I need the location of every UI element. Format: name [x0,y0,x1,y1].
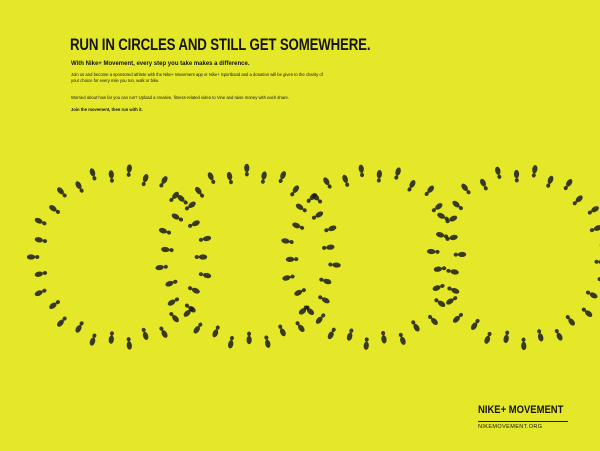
footprint-icon [346,328,355,342]
footprint-icon [158,325,169,339]
body-copy-2: Worried about how far you can run? Upload a creative, fitness-related video to Vine and raise money with each share. [71,95,289,100]
brand-divider [478,421,568,422]
footprint-icon [446,268,459,275]
footprint-icon [295,202,308,213]
footprint-icon [34,270,47,278]
footprint-icon [324,224,338,233]
footprint-icon [433,265,446,272]
brand-url[interactable]: NIKEMOVEMENT.ORG [478,424,543,430]
footprint-ring [427,165,600,351]
subhead: With Nike+ Movement, every step you take makes a difference. [71,61,250,67]
footprint-icon [34,287,48,297]
footprint-icon [315,312,327,325]
footprint-icon [589,224,600,233]
footprint-icon [479,178,489,192]
footprint-icon [564,314,576,327]
footprint-icon [108,170,114,183]
footprint-icon [89,168,98,182]
footprint-icon [341,174,350,188]
footprint-icon [358,164,365,177]
footprint-icon [56,186,68,199]
footprint-icon [562,178,573,191]
footprint-icon [176,194,189,206]
footprint-icon [158,175,169,189]
call-to-action: Join the movement, then run with it. [71,107,143,112]
footprint-icon [451,199,464,211]
footprint-icon [545,175,554,189]
footprint-icon [158,227,172,236]
footprint-circles-icon [0,150,600,365]
footprint-icon [289,184,301,197]
footprint-icon [89,333,98,347]
footprint-icon [494,166,502,179]
footprint-icon [281,238,294,245]
footprint-icon [56,315,68,328]
footprint-icon [195,254,208,259]
footprint-icon [423,184,435,197]
footprint-icon [398,332,407,346]
footprint-icon [126,164,132,177]
footprint-icon [226,171,234,184]
footprint-icon [432,283,446,292]
footprint-icon [282,273,295,281]
footprint-icon [286,257,299,263]
footprint-icon [322,176,333,189]
footprint-icon [328,262,341,268]
footprint-icon [34,236,47,244]
footprint-ring [155,164,341,349]
footprint-icon [322,244,335,251]
footprint-icon [376,170,382,183]
footprint-icon [141,173,150,187]
footprint-icon [161,247,174,253]
footprint-icon [452,312,465,325]
footprint-icon [483,331,492,345]
footprint-icon [207,171,217,185]
footprint-icon [246,332,251,345]
footprint-icon [581,306,594,318]
footprint-icon [514,170,520,183]
footprint-icon [427,249,440,255]
footprint-icon [27,254,40,259]
footprint-icon [445,295,458,306]
footprint-icon [74,320,85,334]
footprint-icon [155,264,168,271]
footprint-icon [48,299,61,311]
footprint-icon [454,252,467,258]
footprint-icon [585,289,599,299]
footprint-icon [126,337,132,350]
footprint-icon [187,219,201,229]
footprint-icon [317,294,331,305]
footprint-icon [406,179,417,193]
footprint-icon [531,165,538,178]
footprint-icon [194,186,206,199]
footprint-icon [427,314,439,327]
footprint-ring [281,164,466,350]
footprint-icon [48,204,61,216]
footprint-icon [227,336,235,349]
footprint-icon [277,324,287,338]
footprint-icon [167,296,180,307]
footprint-icon [108,331,114,344]
body-copy-1: Join us and become a sponsored athlete with the Nike+ Movement app or Nike+ Sportband and a donation will be given to the charity of your choice for every mile you run, walk or bike. [71,72,323,83]
footprint-icon [393,167,402,181]
footprint-icon [294,320,306,333]
brand-name: NIKE+ MOVEMENT [478,404,564,416]
footprint-icon [410,319,421,332]
footprint-icon [198,271,211,279]
footprint-icon [263,335,271,348]
footprint-ring [27,164,212,350]
footprint-icon [536,329,544,342]
footprint-icon [141,327,150,341]
footprint-icon [431,202,444,214]
brand-lockup [478,405,570,431]
headline: RUN IN CIRCLES AND STILL GET SOMEWHERE. [70,35,371,54]
footprint-icon [34,217,48,227]
footprint-icon [521,337,527,350]
footprint-icon [187,285,201,295]
footprint-icon [554,328,564,342]
footprint-icon [436,212,450,222]
footprint-icon [277,170,287,184]
footprint-icon [74,180,85,194]
footprint-icon [311,210,324,221]
footprint-icon [380,331,387,344]
footprint-icon [435,231,449,239]
footprint-icon [433,297,446,308]
footprint-icon [165,279,179,288]
footprint-icon [470,318,481,331]
footprint-icon [587,205,600,216]
footprint-icon [446,285,460,295]
footprint-icon [198,235,211,243]
footprint-icon [594,259,600,265]
footprint-icon [168,311,180,324]
footprint-icon [211,325,221,339]
footprint-icon [260,171,268,184]
footprint-icon [244,164,249,177]
footprint-icon [460,182,472,195]
footprint-icon [192,321,204,334]
footprint-icon [171,212,185,223]
footprint-icon [319,277,333,286]
footprint-icon [291,221,305,231]
footprint-icon [571,194,584,207]
footprint-icon [503,330,510,343]
footprint-icon [326,327,337,341]
footprint-icon [293,287,307,297]
footprint-icon [363,337,369,350]
